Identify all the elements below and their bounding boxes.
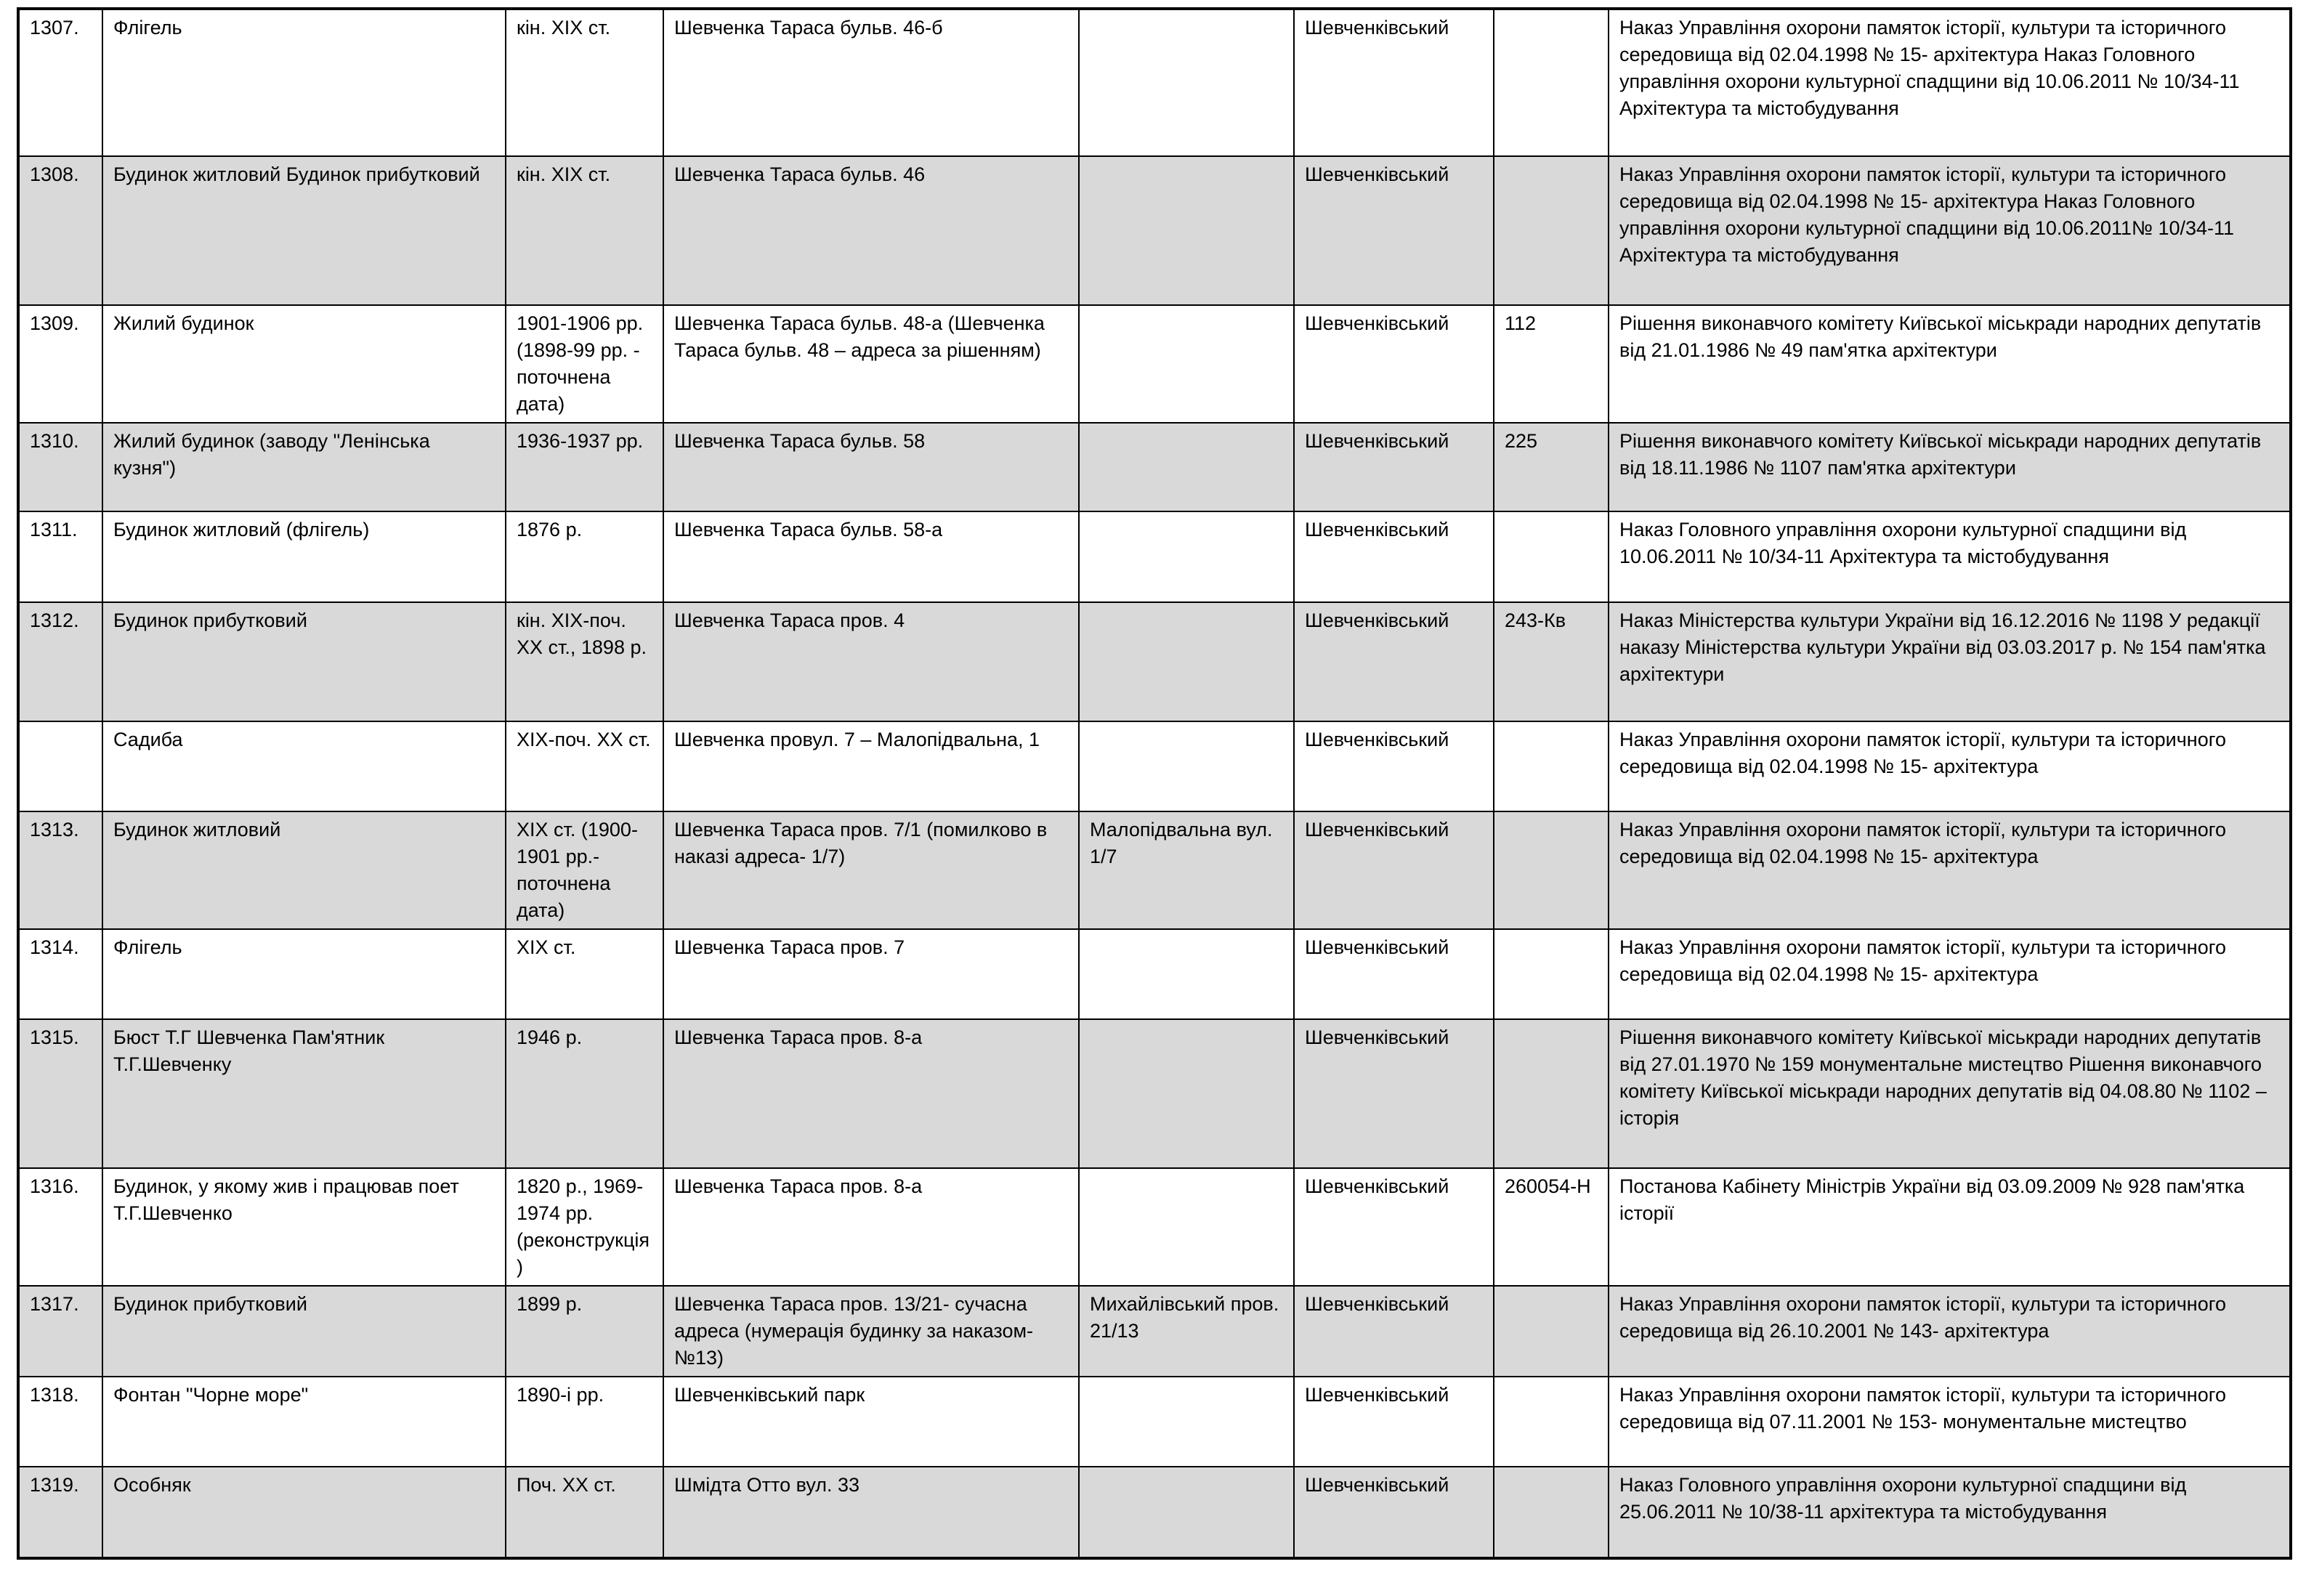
- cell-district: Шевченківський: [1294, 511, 1494, 602]
- cell-number: 1314.: [18, 929, 102, 1019]
- cell-district: Шевченківський: [1294, 1286, 1494, 1377]
- cell-protection-document: Наказ Управління охорони памяток історії, культури та історичного середовища від 02.04.1998 № 15- архітектура Наказ Головного управління охорони культурної спадщини від 10.06.2011№ 10/34-11 Архітектура та містобудування: [1609, 156, 2291, 305]
- cell-district: Шевченківський: [1294, 423, 1494, 511]
- cell-protection-document: Наказ Управління охорони памяток історії, культури та історичного середовища від 02.04.1998 № 15- архітектура: [1609, 811, 2291, 929]
- cell-district: Шевченківський: [1294, 9, 1494, 156]
- cell-registry-number: [1494, 1286, 1609, 1377]
- cell-dating: ХІХ ст.: [506, 929, 663, 1019]
- cell-district: Шевченківський: [1294, 1377, 1494, 1467]
- cell-registry-number: [1494, 929, 1609, 1019]
- cell-object-name: Садиба: [102, 721, 506, 811]
- cell-dating: 1901-1906 рр. (1898-99 рр. - поточнена дата): [506, 305, 663, 423]
- cell-alt-address: [1079, 721, 1294, 811]
- cell-registry-number: 225: [1494, 423, 1609, 511]
- cell-dating: 1820 р., 1969-1974 рр. (реконструкція): [506, 1168, 663, 1286]
- monuments-registry-table: [17, 7, 2292, 1560]
- cell-protection-document: Наказ Міністерства культури України від 16.12.2016 № 1198 У редакції наказу Міністерства культури України від 03.03.2017 р. № 154 пам'ятка архітектури: [1609, 602, 2291, 721]
- cell-district: Шевченківський: [1294, 156, 1494, 305]
- table-row: [18, 1286, 2291, 1377]
- cell-dating: кін. ХІХ ст.: [506, 156, 663, 305]
- cell-object-name: Флігель: [102, 929, 506, 1019]
- cell-alt-address: [1079, 1377, 1294, 1467]
- cell-protection-document: Рішення виконавчого комітету Київської міськради народних депутатів від 27.01.1970 № 159 монументальне мистецтво Рішення виконавчого комітету Київської міськради народних депутатів від 04.08.80 № 1102 – історія: [1609, 1019, 2291, 1168]
- cell-object-name: Будинок, у якому жив і працював поет Т.Г.Шевченко: [102, 1168, 506, 1286]
- cell-object-name: Флігель: [102, 9, 506, 156]
- table-row: [18, 9, 2291, 156]
- cell-address: Шевченка Тараса пров. 7: [663, 929, 1079, 1019]
- cell-district: Шевченківський: [1294, 602, 1494, 721]
- cell-object-name: Будинок прибутковий: [102, 602, 506, 721]
- cell-address: Шевченка Тараса бульв. 58-а: [663, 511, 1079, 602]
- cell-district: Шевченківський: [1294, 1168, 1494, 1286]
- cell-dating: кін. ХІХ-поч. ХХ ст., 1898 р.: [506, 602, 663, 721]
- table-row: [18, 721, 2291, 811]
- cell-protection-document: Наказ Головного управління охорони культурної спадщини від 25.06.2011 № 10/38-11 архітектура та містобудування: [1609, 1467, 2291, 1558]
- cell-address: Шевченка Тараса бульв. 46-б: [663, 9, 1079, 156]
- cell-number: 1312.: [18, 602, 102, 721]
- cell-object-name: Будинок житловий: [102, 811, 506, 929]
- cell-alt-address: [1079, 1019, 1294, 1168]
- cell-registry-number: [1494, 1377, 1609, 1467]
- cell-dating: кін. ХІХ ст.: [506, 9, 663, 156]
- cell-number: 1308.: [18, 156, 102, 305]
- cell-number: 1310.: [18, 423, 102, 511]
- cell-registry-number: 260054-Н: [1494, 1168, 1609, 1286]
- cell-dating: 1899 р.: [506, 1286, 663, 1377]
- cell-registry-number: [1494, 1467, 1609, 1558]
- cell-number: 1315.: [18, 1019, 102, 1168]
- cell-district: Шевченківський: [1294, 1467, 1494, 1558]
- cell-dating: 1890-і рр.: [506, 1377, 663, 1467]
- cell-number: [18, 721, 102, 811]
- cell-object-name: Жилий будинок: [102, 305, 506, 423]
- cell-number: 1318.: [18, 1377, 102, 1467]
- table-row: [18, 811, 2291, 929]
- cell-address: Шевченка Тараса пров. 4: [663, 602, 1079, 721]
- cell-object-name: Особняк: [102, 1467, 506, 1558]
- cell-registry-number: [1494, 511, 1609, 602]
- table-row: [18, 1168, 2291, 1286]
- cell-address: Шевченківський парк: [663, 1377, 1079, 1467]
- cell-district: Шевченківський: [1294, 721, 1494, 811]
- cell-number: 1309.: [18, 305, 102, 423]
- cell-address: Шевченка Тараса пров. 7/1 (помилково в наказі адреса- 1/7): [663, 811, 1079, 929]
- cell-dating: ХІХ ст. (1900-1901 рр.- поточнена дата): [506, 811, 663, 929]
- cell-address: Шевченка Тараса бульв. 48-а (Шевченка Тараса бульв. 48 – адреса за рішенням): [663, 305, 1079, 423]
- cell-registry-number: 112: [1494, 305, 1609, 423]
- cell-registry-number: [1494, 1019, 1609, 1168]
- cell-registry-number: [1494, 811, 1609, 929]
- cell-protection-document: Наказ Управління охорони памяток історії, культури та історичного середовища від 02.04.1998 № 15- архітектура: [1609, 721, 2291, 811]
- cell-address: Шевченка Тараса бульв. 46: [663, 156, 1079, 305]
- cell-district: Шевченківський: [1294, 811, 1494, 929]
- cell-number: 1317.: [18, 1286, 102, 1377]
- cell-alt-address: [1079, 1467, 1294, 1558]
- cell-alt-address: [1079, 156, 1294, 305]
- cell-dating: Поч. ХХ ст.: [506, 1467, 663, 1558]
- cell-protection-document: Постанова Кабінету Міністрів України від 03.09.2009 № 928 пам'ятка історії: [1609, 1168, 2291, 1286]
- table-row: [18, 423, 2291, 511]
- cell-district: Шевченківський: [1294, 305, 1494, 423]
- cell-protection-document: Рішення виконавчого комітету Київської міськради народних депутатів від 18.11.1986 № 1107 пам'ятка архітектури: [1609, 423, 2291, 511]
- table-row: [18, 1019, 2291, 1168]
- table-row: [18, 1377, 2291, 1467]
- cell-object-name: Будинок житловий (флігель): [102, 511, 506, 602]
- table-row: [18, 305, 2291, 423]
- cell-protection-document: Наказ Управління охорони памяток історії, культури та історичного середовища від 26.10.2001 № 143- архітектура: [1609, 1286, 2291, 1377]
- cell-dating: 1946 р.: [506, 1019, 663, 1168]
- cell-alt-address: Михайлівський пров. 21/13: [1079, 1286, 1294, 1377]
- table-row: [18, 929, 2291, 1019]
- cell-number: 1316.: [18, 1168, 102, 1286]
- cell-protection-document: Наказ Управління охорони памяток історії, культури та історичного середовища від 02.04.1998 № 15- архітектура Наказ Головного управління охорони культурної спадщини від 10.06.2011 № 10/34-11 Архітектура та містобудування: [1609, 9, 2291, 156]
- cell-object-name: Будинок прибутковий: [102, 1286, 506, 1377]
- cell-alt-address: [1079, 602, 1294, 721]
- cell-protection-document: Наказ Управління охорони памяток історії, культури та історичного середовища від 02.04.1998 № 15- архітектура: [1609, 929, 2291, 1019]
- cell-number: 1313.: [18, 811, 102, 929]
- cell-registry-number: [1494, 9, 1609, 156]
- cell-alt-address: [1079, 423, 1294, 511]
- cell-district: Шевченківський: [1294, 929, 1494, 1019]
- cell-protection-document: Наказ Головного управління охорони культурної спадщини від 10.06.2011 № 10/34-11 Архітектура та містобудування: [1609, 511, 2291, 602]
- cell-alt-address: [1079, 9, 1294, 156]
- cell-registry-number: 243-Кв: [1494, 602, 1609, 721]
- table-row: [18, 156, 2291, 305]
- cell-address: Шевченка Тараса пров. 8-а: [663, 1019, 1079, 1168]
- cell-number: 1311.: [18, 511, 102, 602]
- cell-object-name: Бюст Т.Г Шевченка Пам'ятник Т.Г.Шевченку: [102, 1019, 506, 1168]
- cell-address: Шевченка Тараса пров. 13/21- сучасна адреса (нумерація будинку за наказом-№13): [663, 1286, 1079, 1377]
- cell-object-name: Фонтан "Чорне море": [102, 1377, 506, 1467]
- cell-dating: 1876 р.: [506, 511, 663, 602]
- cell-protection-document: Рішення виконавчого комітету Київської міськради народних депутатів від 21.01.1986 № 49 пам'ятка архітектури: [1609, 305, 2291, 423]
- cell-dating: 1936-1937 рр.: [506, 423, 663, 511]
- cell-alt-address: [1079, 1168, 1294, 1286]
- cell-registry-number: [1494, 721, 1609, 811]
- cell-alt-address: Малопідвальна вул. 1/7: [1079, 811, 1294, 929]
- cell-number: 1319.: [18, 1467, 102, 1558]
- table-row: [18, 602, 2291, 721]
- cell-district: Шевченківський: [1294, 1019, 1494, 1168]
- cell-alt-address: [1079, 929, 1294, 1019]
- cell-dating: ХІХ-поч. ХХ ст.: [506, 721, 663, 811]
- cell-address: Шевченка Тараса пров. 8-а: [663, 1168, 1079, 1286]
- cell-object-name: Жилий будинок (заводу "Ленінська кузня"): [102, 423, 506, 511]
- cell-address: Шевченка Тараса бульв. 58: [663, 423, 1079, 511]
- cell-alt-address: [1079, 305, 1294, 423]
- table-row: [18, 1467, 2291, 1558]
- cell-address: Шмідта Отто вул. 33: [663, 1467, 1079, 1558]
- cell-protection-document: Наказ Управління охорони памяток історії, культури та історичного середовища від 07.11.2001 № 153- монументальне мистецтво: [1609, 1377, 2291, 1467]
- cell-object-name: Будинок житловий Будинок прибутковий: [102, 156, 506, 305]
- cell-registry-number: [1494, 156, 1609, 305]
- cell-number: 1307.: [18, 9, 102, 156]
- cell-address: Шевченка провул. 7 – Малопідвальна, 1: [663, 721, 1079, 811]
- table-body: [18, 9, 2291, 1558]
- cell-alt-address: [1079, 511, 1294, 602]
- table-row: [18, 511, 2291, 602]
